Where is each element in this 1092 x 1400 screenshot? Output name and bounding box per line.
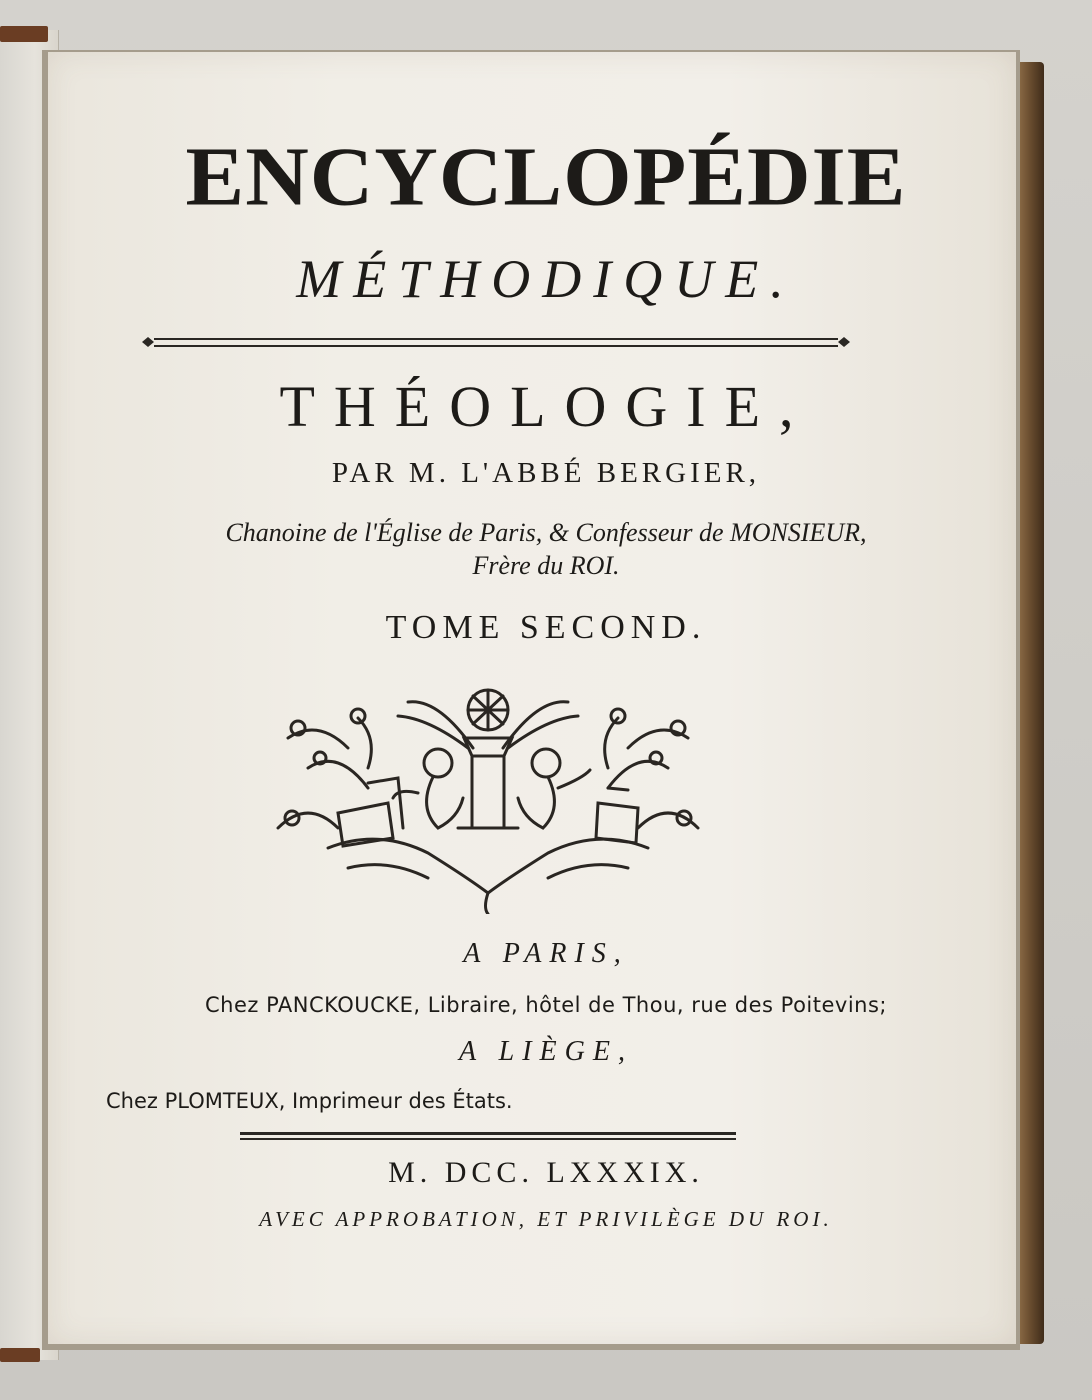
allegorical-vignette-icon	[268, 678, 708, 914]
publication-place-liege: A LIÈGE,	[459, 1036, 633, 1067]
page-subtitle: MÉTHODIQUE.	[296, 249, 796, 309]
left-cover-top	[0, 26, 48, 42]
publisher-paris: Chez PANCKOUCKE, Libraire, hôtel de Thou, rue des Poitevins;	[204, 993, 887, 1017]
double-rule-ornament-icon	[240, 1130, 736, 1142]
publication-place-paris: A PARIS,	[463, 938, 629, 969]
author-description-line1: Chanoine de l'Église de Paris, & Confesseur de MONSIEUR,	[225, 518, 867, 547]
privilege-line: AVEC APPROBATION, ET PRIVILÈGE DU ROI.	[259, 1207, 833, 1231]
publisher-liege: Chez PLOMTEUX, Imprimeur des États.	[106, 1089, 513, 1113]
double-rule-ornament-icon	[140, 334, 852, 352]
page-title: ENCYCLOPÉDIE	[185, 131, 907, 224]
author-description-line2: Frère du ROI.	[472, 551, 620, 580]
publication-date: M. DCC. LXXXIX.	[388, 1156, 704, 1189]
volume-label: TOME SECOND.	[385, 609, 707, 646]
left-cover-bottom	[0, 1348, 40, 1362]
author-line: PAR M. L'ABBÉ BERGIER,	[331, 457, 761, 489]
section-heading: THÉOLOGIE,	[279, 374, 813, 439]
